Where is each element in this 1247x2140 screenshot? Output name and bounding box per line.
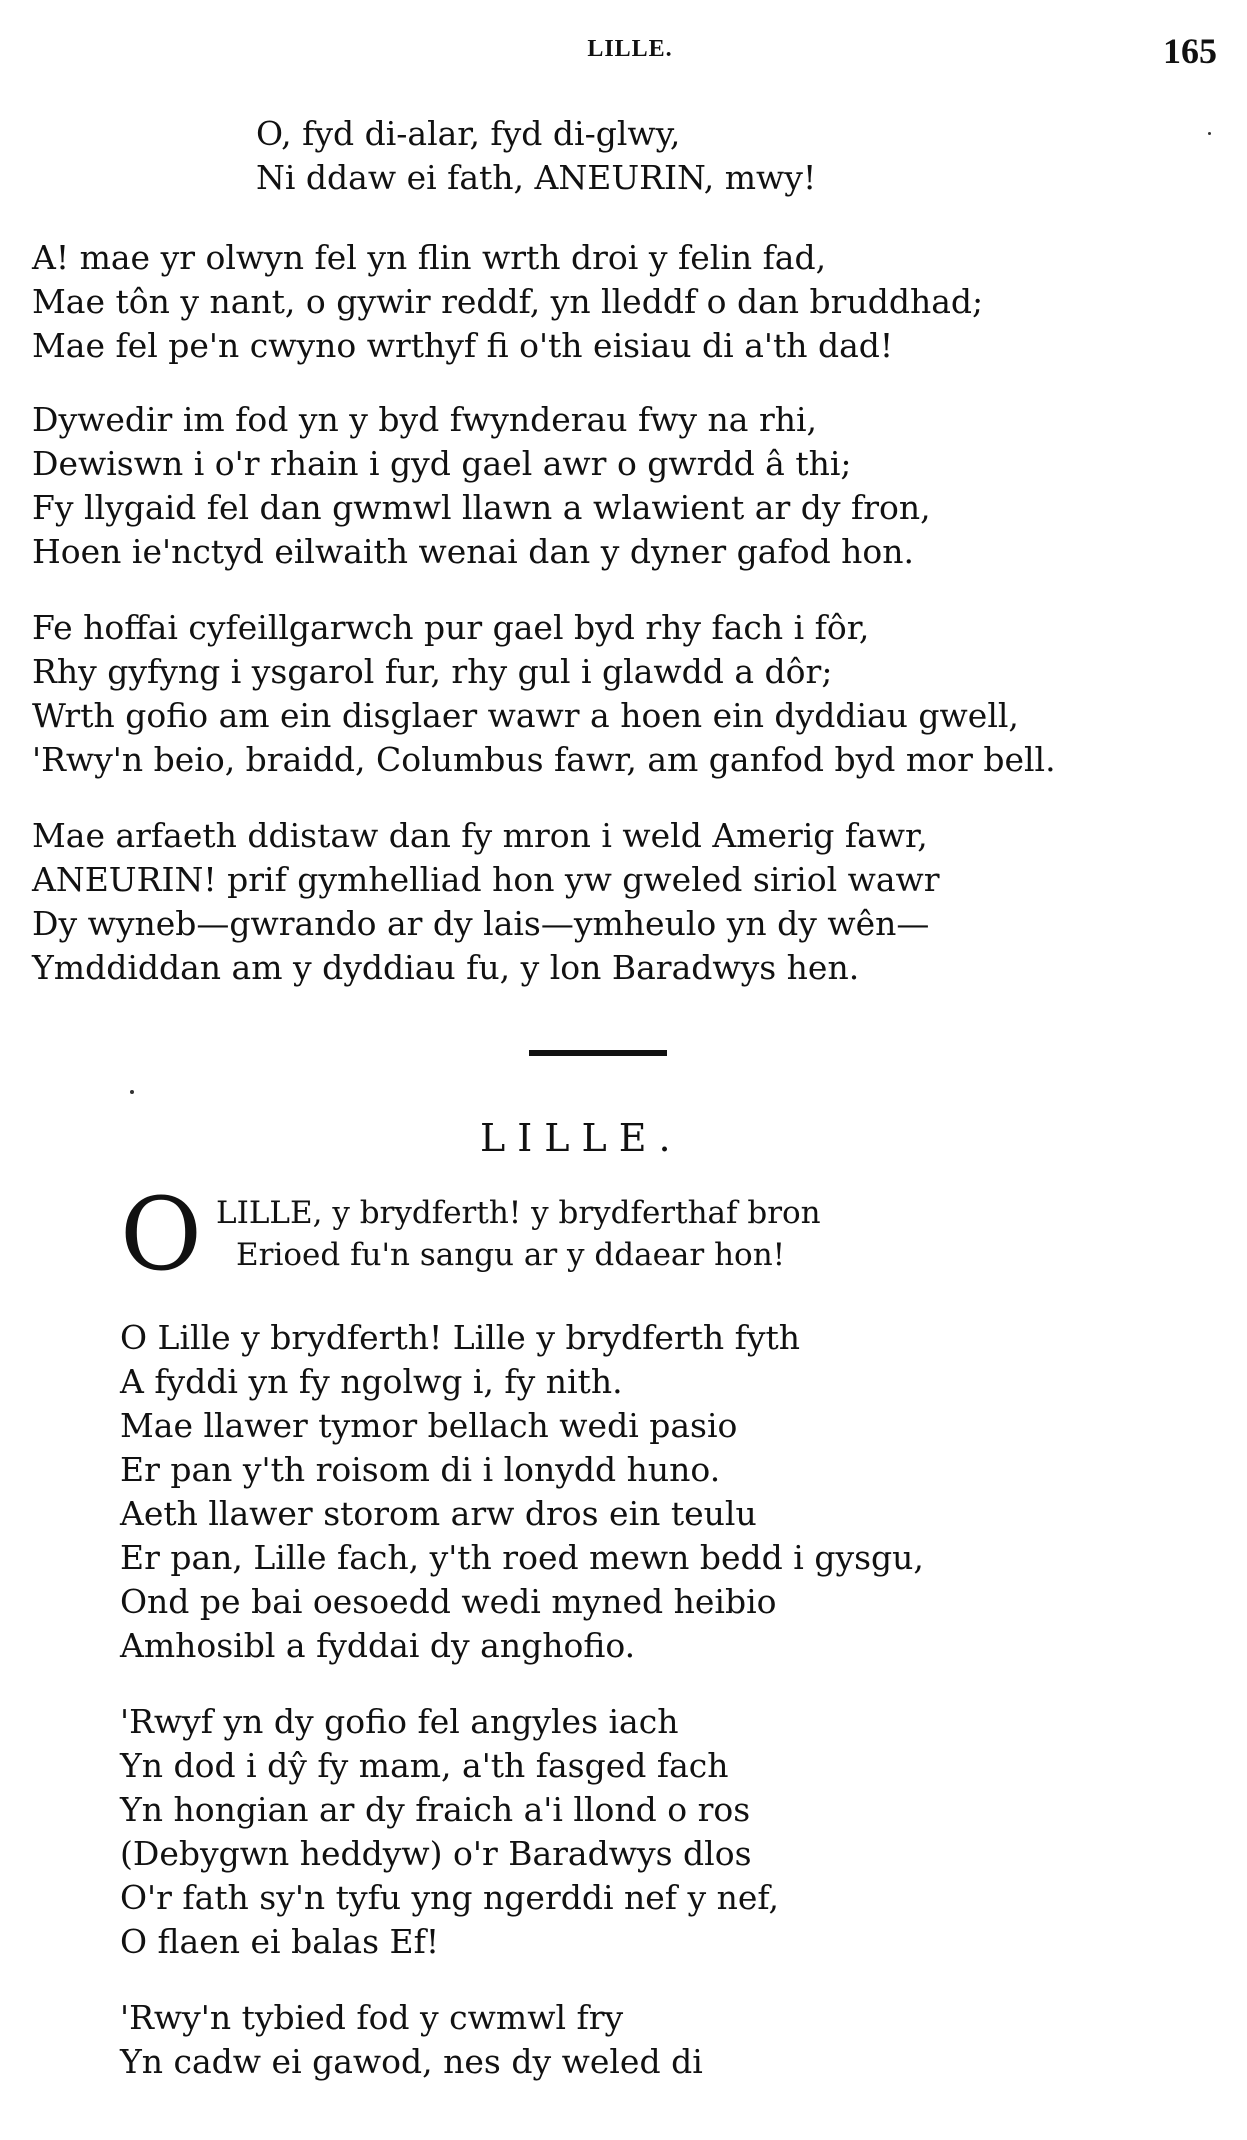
- poem-line: A! mae yr olwyn fel yn flin wrth droi y felin fad,: [32, 238, 827, 277]
- poem-line: Mae arfaeth ddistaw dan fy mron i weld Amerig fawr,: [32, 816, 928, 855]
- poem-line: Mae llawer tymor bellach wedi pasio: [120, 1406, 738, 1445]
- poem-line: Ond pe bai oesoedd wedi myned heibio: [120, 1582, 777, 1621]
- poem-line: O, fyd di-alar, fyd di-glwy,: [256, 114, 681, 153]
- poem-line: O flaen ei balas Ef!: [120, 1922, 440, 1961]
- poem-line: A fyddi yn fy ngolwg i, fy nith.: [120, 1362, 623, 1401]
- section-divider: [529, 1050, 667, 1056]
- poem-line: Amhosibl a fyddai dy anghofio.: [120, 1626, 636, 1665]
- poem-line: Erioed fu'n sangu ar y ddaear hon!: [236, 1237, 786, 1273]
- print-speck: [1208, 132, 1211, 135]
- poem-line: Er pan, Lille fach, y'th roed mewn bedd i gysgu,: [120, 1538, 924, 1577]
- poem-line: Wrth gofio am ein disglaer wawr a hoen ein dyddiau gwell,: [32, 696, 1019, 735]
- poem-line: Rhy gyfyng i ysgarol fur, rhy gul i glawdd a dôr;: [32, 652, 833, 691]
- poem-line: Aeth llawer storom arw dros ein teulu: [120, 1494, 757, 1533]
- poem-line: Dy wyneb—gwrando ar dy lais—ymheulo yn dy wên—: [32, 904, 930, 943]
- poem-line: LILLE, y brydferth! y brydferthaf bron: [216, 1195, 821, 1231]
- poem-line: Fe hoffai cyfeillgarwch pur gael byd rhy fach i fôr,: [32, 608, 870, 647]
- poem-line: Yn hongian ar dy fraich a'i llond o ros: [120, 1790, 751, 1829]
- poem-line: 'Rwy'n beio, braidd, Columbus fawr, am ganfod byd mor bell.: [32, 740, 1056, 779]
- poem-line: O'r fath sy'n tyfu yng ngerddi nef y nef,: [120, 1878, 779, 1917]
- poem-line: 'Rwy'n tybied fod y cwmwl fry: [120, 1998, 624, 2037]
- poem-line: Dewiswn i o'r rhain i gyd gael awr o gwrdd â thi;: [32, 444, 852, 483]
- poem-line: 'Rwyf yn dy gofio fel angyles iach: [120, 1702, 679, 1741]
- running-head: [0, 30, 1247, 70]
- poem-line: O Lille y brydferth! Lille y brydferth fyth: [120, 1318, 801, 1357]
- poem-line: Ni ddaw ei fath, ANEURIN, mwy!: [256, 158, 817, 197]
- poem-line: Mae fel pe'n cwyno wrthyf fi o'th eisiau di a'th dad!: [32, 326, 894, 365]
- poem-line: Er pan y'th roisom di i lonydd huno.: [120, 1450, 721, 1489]
- poem-line: Yn dod i dŷ fy mam, a'th fasged fach: [120, 1746, 729, 1785]
- poem-line: Hoen ie'nctyd eilwaith wenai dan y dyner gafod hon.: [32, 532, 915, 571]
- poem-line: Fy llygaid fel dan gwmwl llawn a wlawient ar dy fron,: [32, 488, 931, 527]
- running-title: LILLE.: [587, 36, 673, 62]
- poem-title: LILLE.: [480, 1116, 683, 1160]
- poem-line: Mae tôn y nant, o gywir reddf, yn lleddf o dan bruddhad;: [32, 282, 984, 321]
- poem-line: ANEURIN! prif gymhelliad hon yw gweled siriol wawr: [32, 860, 940, 899]
- print-speck: [130, 1090, 134, 1094]
- poem-line: Dywedir im fod yn y byd fwynderau fwy na rhi,: [32, 400, 818, 439]
- drop-cap: O: [120, 1176, 202, 1293]
- page-number: 165: [1163, 31, 1217, 71]
- poem-line: (Debygwn heddyw) o'r Baradwys dlos: [120, 1834, 752, 1873]
- poem-line: Yn cadw ei gawod, nes dy weled di: [120, 2042, 703, 2081]
- poem-line: Ymddiddan am y dyddiau fu, y lon Baradwys hen.: [32, 948, 860, 987]
